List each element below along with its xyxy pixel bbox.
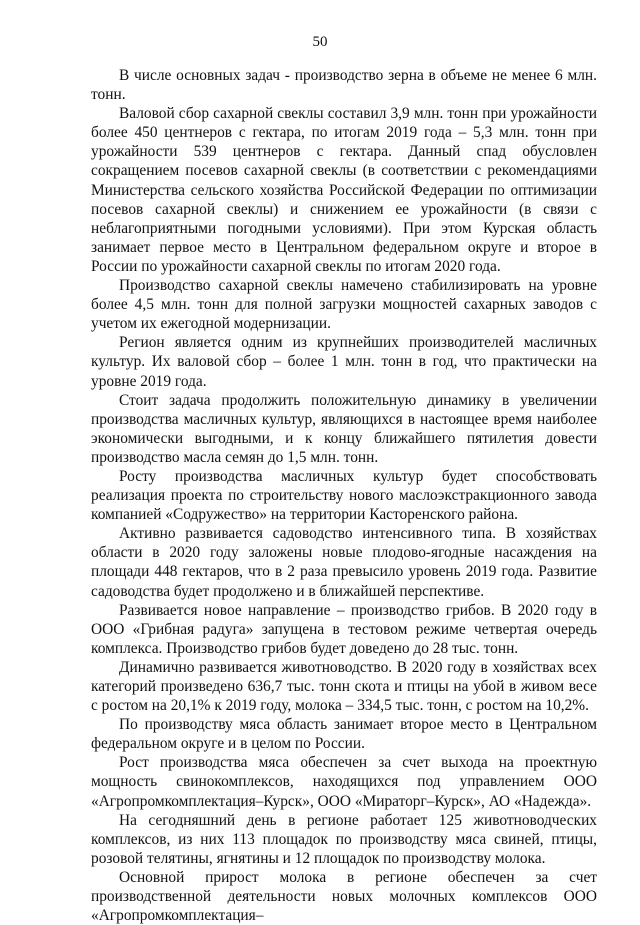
paragraph: Регион является одним из крупнейших производителей масличных культур. Их валовой сбор – более 1 млн. тонн в год, что практически на уровне 2019 года. (91, 334, 597, 390)
paragraph: На сегодняшний день в регионе работает 125 животноводческих комплексов, из них 113 площадок по производству мяса свиней, птицы, розовой телятины, ягнятины и 12 площадок по производству молока. (91, 811, 597, 867)
paragraph: Рост производства мяса обеспечен за счет выхода на проектную мощность свинокомплексов, находящихся под управлением ООО «Агропромкомплектация–Курск», ООО «Мираторг–Курск», АО «Надежда». (91, 754, 597, 810)
paragraph: Основной прирост молока в регионе обеспечен за счет производственной деятельности новых молочных комплексов ООО «Агропромкомплектация– (91, 868, 597, 925)
paragraph: Динамично развивается животноводство. В 2020 году в хозяйствах всех категорий произведено 636,7 тыс. тонн скота и птицы на убой в живом весе с ростом на 20,1% к 2019 году, молока – 334,5 тыс. тонн, с ростом на 10,2%. (91, 658, 597, 715)
body-text (91, 66, 597, 925)
paragraph: Росту производства масличных культур будет способствовать реализация проекта по строительству нового маслоэкстракционного завода компанией «Содружество» на территории Касторенского района. (91, 467, 597, 524)
paragraph: В числе основных задач - производство зерна в объеме не менее 6 млн. тонн. (91, 67, 597, 104)
paragraph: Валовой сбор сахарной свеклы составил 3,9 млн. тонн при урожайности более 450 центнеров с гектара, по итогам 2019 года – 5,3 млн. тонн при урожайности 539 центнеров с гектара. Данный спад обусловлен сокращением посевов сахарной свеклы (в соответствии с рекомендациями Министерства сельского хозяйства Российской Федерации по оптимизации посевов сахарной свеклы) и снижением ее урожайности (в связи с неблагоприятными погодными условиями). При этом Курская область занимает первое место в Центральном федеральном округе и второе в России по урожайности сахарной свеклы по итогам 2020 года. (91, 105, 597, 275)
paragraph: По производству мяса область занимает второе место в Центральном федеральном округе и в целом по России. (91, 716, 597, 753)
page-number: 50 (312, 34, 328, 50)
paragraph: Стоит задача продолжить положительную динамику в увеличении производства масличных культур, являющихся в настоящее время наиболее экономически выгодными, и к концу ближайшего пятилетия довести производство масла семян до 1,5 млн. тонн. (91, 391, 597, 466)
paragraph: Активно развивается садоводство интенсивного типа. В хозяйствах области в 2020 году заложены новые плодово-ягодные насаждения на площади 448 гектаров, что в 2 раза превысило уровень 2019 года. Развитие садоводства будет продолжено и в ближайшей перспективе. (91, 525, 597, 600)
paragraph: Развивается новое направление – производство грибов. В 2020 году в ООО «Грибная радуга» запущена в тестовом режиме четвертая очередь комплекса. Производство грибов будет доведено до 28 тыс. тонн. (91, 601, 597, 657)
paragraph: Производство сахарной свеклы намечено стабилизировать на уровне более 4,5 млн. тонн для полной загрузки мощностей сахарных заводов с учетом их ежегодной модернизации. (91, 277, 597, 333)
